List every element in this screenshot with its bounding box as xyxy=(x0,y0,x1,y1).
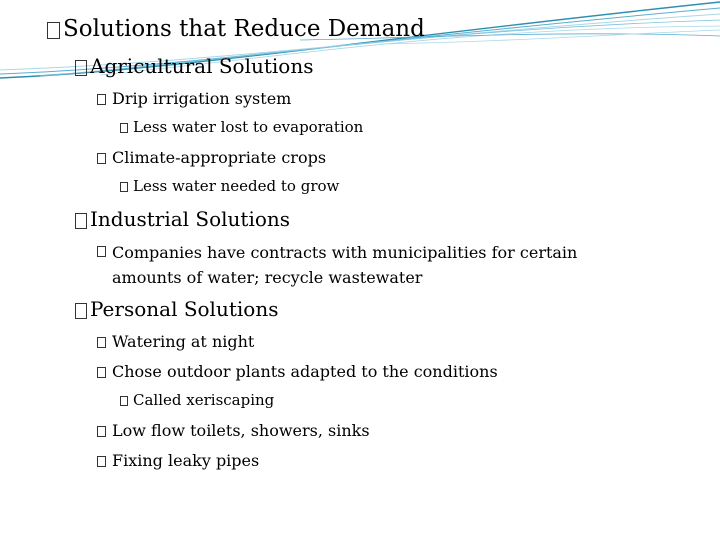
bullet-icon xyxy=(97,456,106,467)
bullet-icon xyxy=(97,426,106,437)
bullet-icon xyxy=(120,182,128,192)
slide-title xyxy=(47,16,425,42)
bullet-icon xyxy=(97,153,106,164)
list-item-text: Fixing leaky pipes xyxy=(112,451,260,470)
section-heading-agricultural xyxy=(75,54,313,78)
sub-list-item-text: Called xeriscaping xyxy=(133,391,275,409)
list-item-text: Drip irrigation system xyxy=(112,89,292,108)
section-heading-text: Personal Solutions xyxy=(90,297,279,321)
section-heading-industrial xyxy=(75,207,290,231)
list-item-text: Companies have contracts with municipalities for certain amounts of water; recycle wastewater xyxy=(112,243,578,287)
sub-list-item xyxy=(120,391,274,409)
bullet-icon xyxy=(75,303,87,319)
slide-title-text: Solutions that Reduce Demand xyxy=(63,16,425,42)
list-item-text: Low flow toilets, showers, sinks xyxy=(112,421,370,440)
list-item-text: Watering at night xyxy=(112,332,255,351)
list-item xyxy=(97,451,259,470)
list-item xyxy=(97,89,291,108)
bullet-icon xyxy=(97,367,106,378)
list-item xyxy=(97,148,326,167)
list-item xyxy=(97,240,652,290)
list-item-text: Chose outdoor plants adapted to the conditions xyxy=(112,362,498,381)
section-heading-text: Industrial Solutions xyxy=(90,207,291,231)
bullet-icon xyxy=(47,22,60,39)
sub-list-item-text: Less water needed to grow xyxy=(133,177,340,195)
list-item xyxy=(97,332,254,351)
bullet-icon xyxy=(97,337,106,348)
sub-list-item xyxy=(120,177,339,195)
section-heading-text: Agricultural Solutions xyxy=(90,54,314,78)
bullet-icon xyxy=(97,246,106,257)
sub-list-item-text: Less water lost to evaporation xyxy=(133,118,364,136)
list-item xyxy=(97,421,370,440)
bullet-icon xyxy=(120,396,128,406)
list-item-text: Climate-appropriate crops xyxy=(112,148,327,167)
bullet-icon xyxy=(120,123,128,133)
bullet-icon xyxy=(75,60,87,76)
list-item xyxy=(97,362,498,381)
section-heading-personal xyxy=(75,297,278,321)
bullet-icon xyxy=(97,94,106,105)
bullet-icon xyxy=(75,213,87,229)
sub-list-item xyxy=(120,118,363,136)
